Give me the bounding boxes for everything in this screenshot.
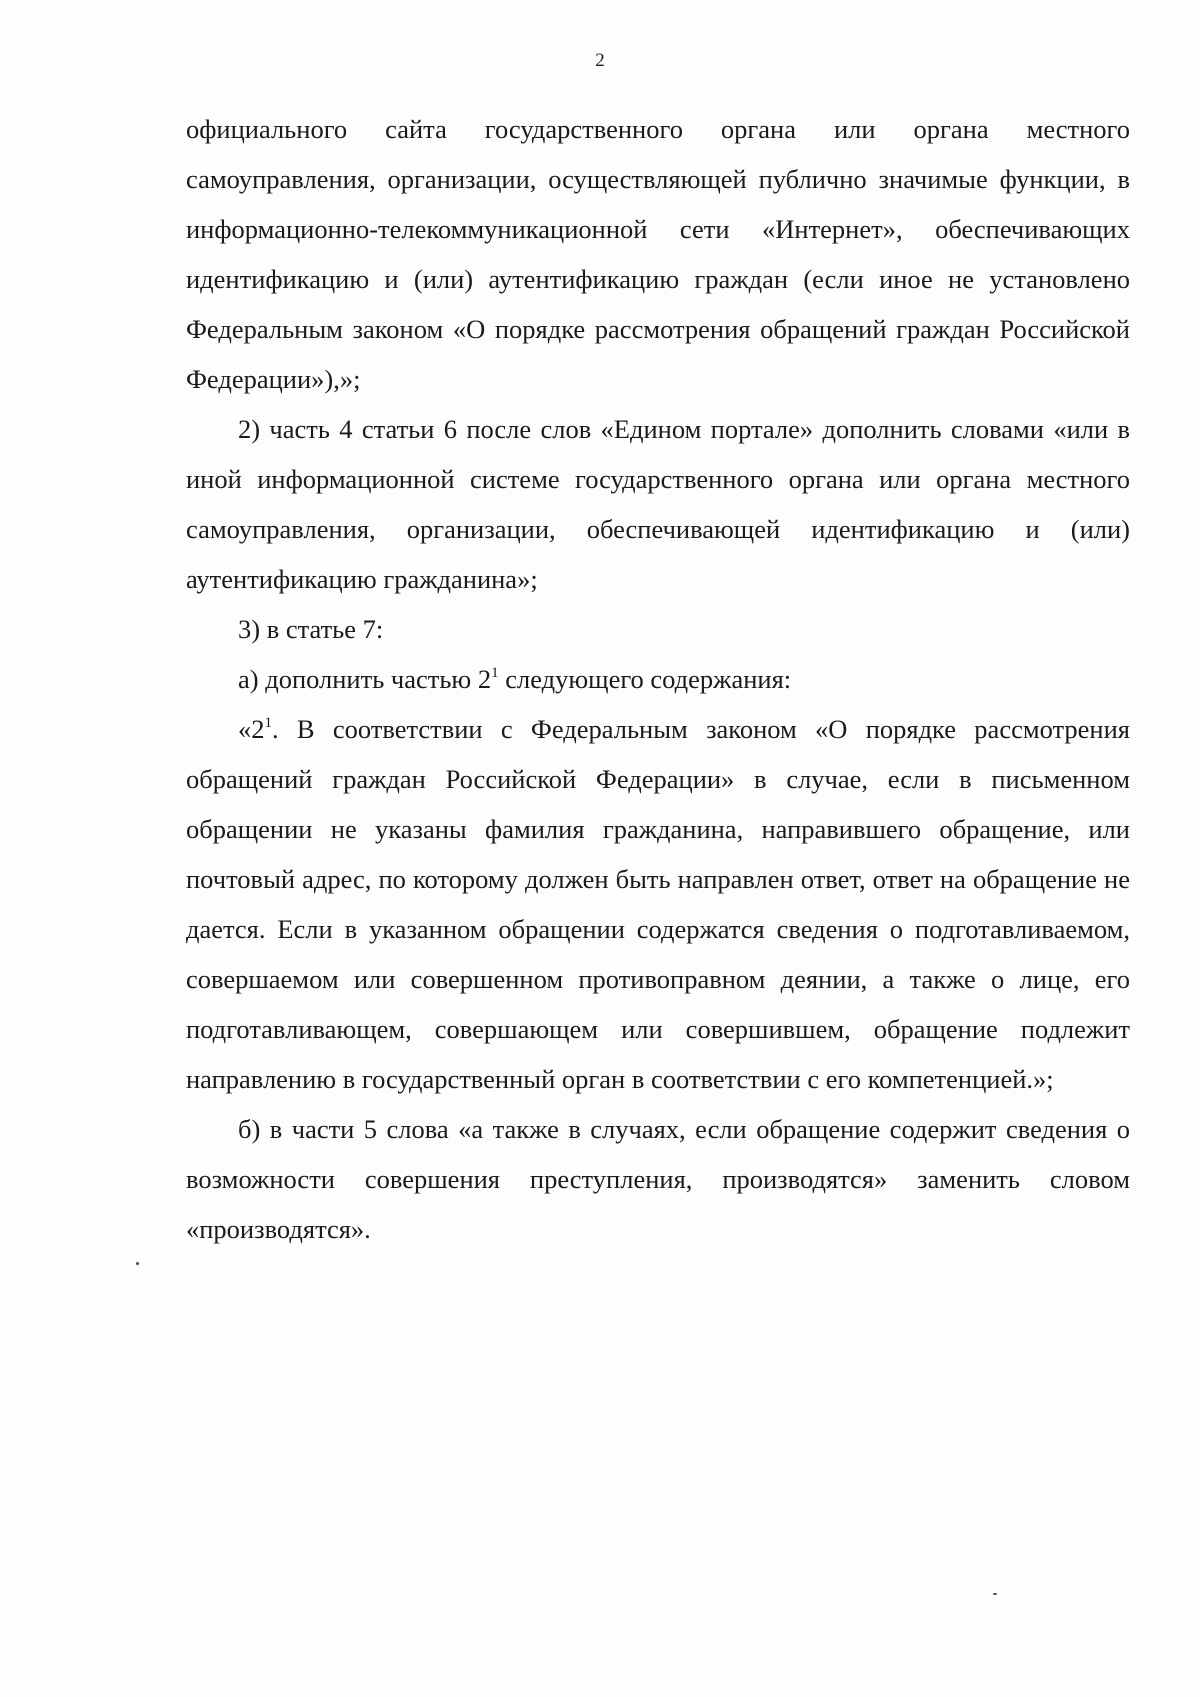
paragraph-item-3a-text-end: следующего содержания: <box>498 664 792 694</box>
superscript: 1 <box>491 665 499 681</box>
paragraph-item-3: 3) в статье 7: <box>238 614 384 644</box>
page-number: 2 <box>595 50 605 71</box>
scan-speck <box>993 1593 997 1595</box>
paragraph-item-3a-text: а) дополнить частью 2 <box>238 664 492 694</box>
paragraph-continuation: официального сайта государственного органа или органа местного самоуправления, организации, осуществляющей публично значимые функции, в информационно-телекоммуникационной сети «Интернет», обеспечивающих идентификацию и (или) аутентификацию граждан (если иное не установлено Федеральным законом «О порядке рассмотрения обращений граждан Российской Федерации»),»; <box>186 114 1130 394</box>
paragraph-quote-part-2-1 <box>186 704 1130 1104</box>
paragraph-item-2: 2) часть 4 статьи 6 после слов «Едином портале» дополнить словами «или в иной информационной системе государственного органа или органа местного самоуправления, организации, обеспечивающей идентификацию и (или) аутентификацию гражданина»; <box>186 414 1130 594</box>
paragraph-quote-text-start: «2 <box>238 714 265 744</box>
superscript: 1 <box>264 715 272 731</box>
paragraph-item-3b: б) в части 5 слова «а также в случаях, если обращение содержит сведения о возможности совершения преступления, производятся» заменить словом «производятся». <box>186 1114 1130 1244</box>
paragraph-quote-text: . В соответствии с Федеральным законом «О порядке рассмотрения обращений граждан Российской Федерации» в случае, если в письменном обращении не указаны фамилия гражданина, направившего обращение, или почтовый адрес, по которому должен быть направлен ответ, ответ на обращение не дается. Если в указанном обращении содержатся сведения о подготавливаемом, совершаемом или совершенном противоправном деянии, а также о лице, его подготавливающем, совершающем или совершившем, обращение подлежит направлению в государственный орган в соответствии с его компетенцией.»; <box>186 714 1130 1094</box>
document-body <box>186 104 1130 1254</box>
scan-speck <box>135 1261 139 1265</box>
paragraph-item-3a <box>186 654 1130 704</box>
